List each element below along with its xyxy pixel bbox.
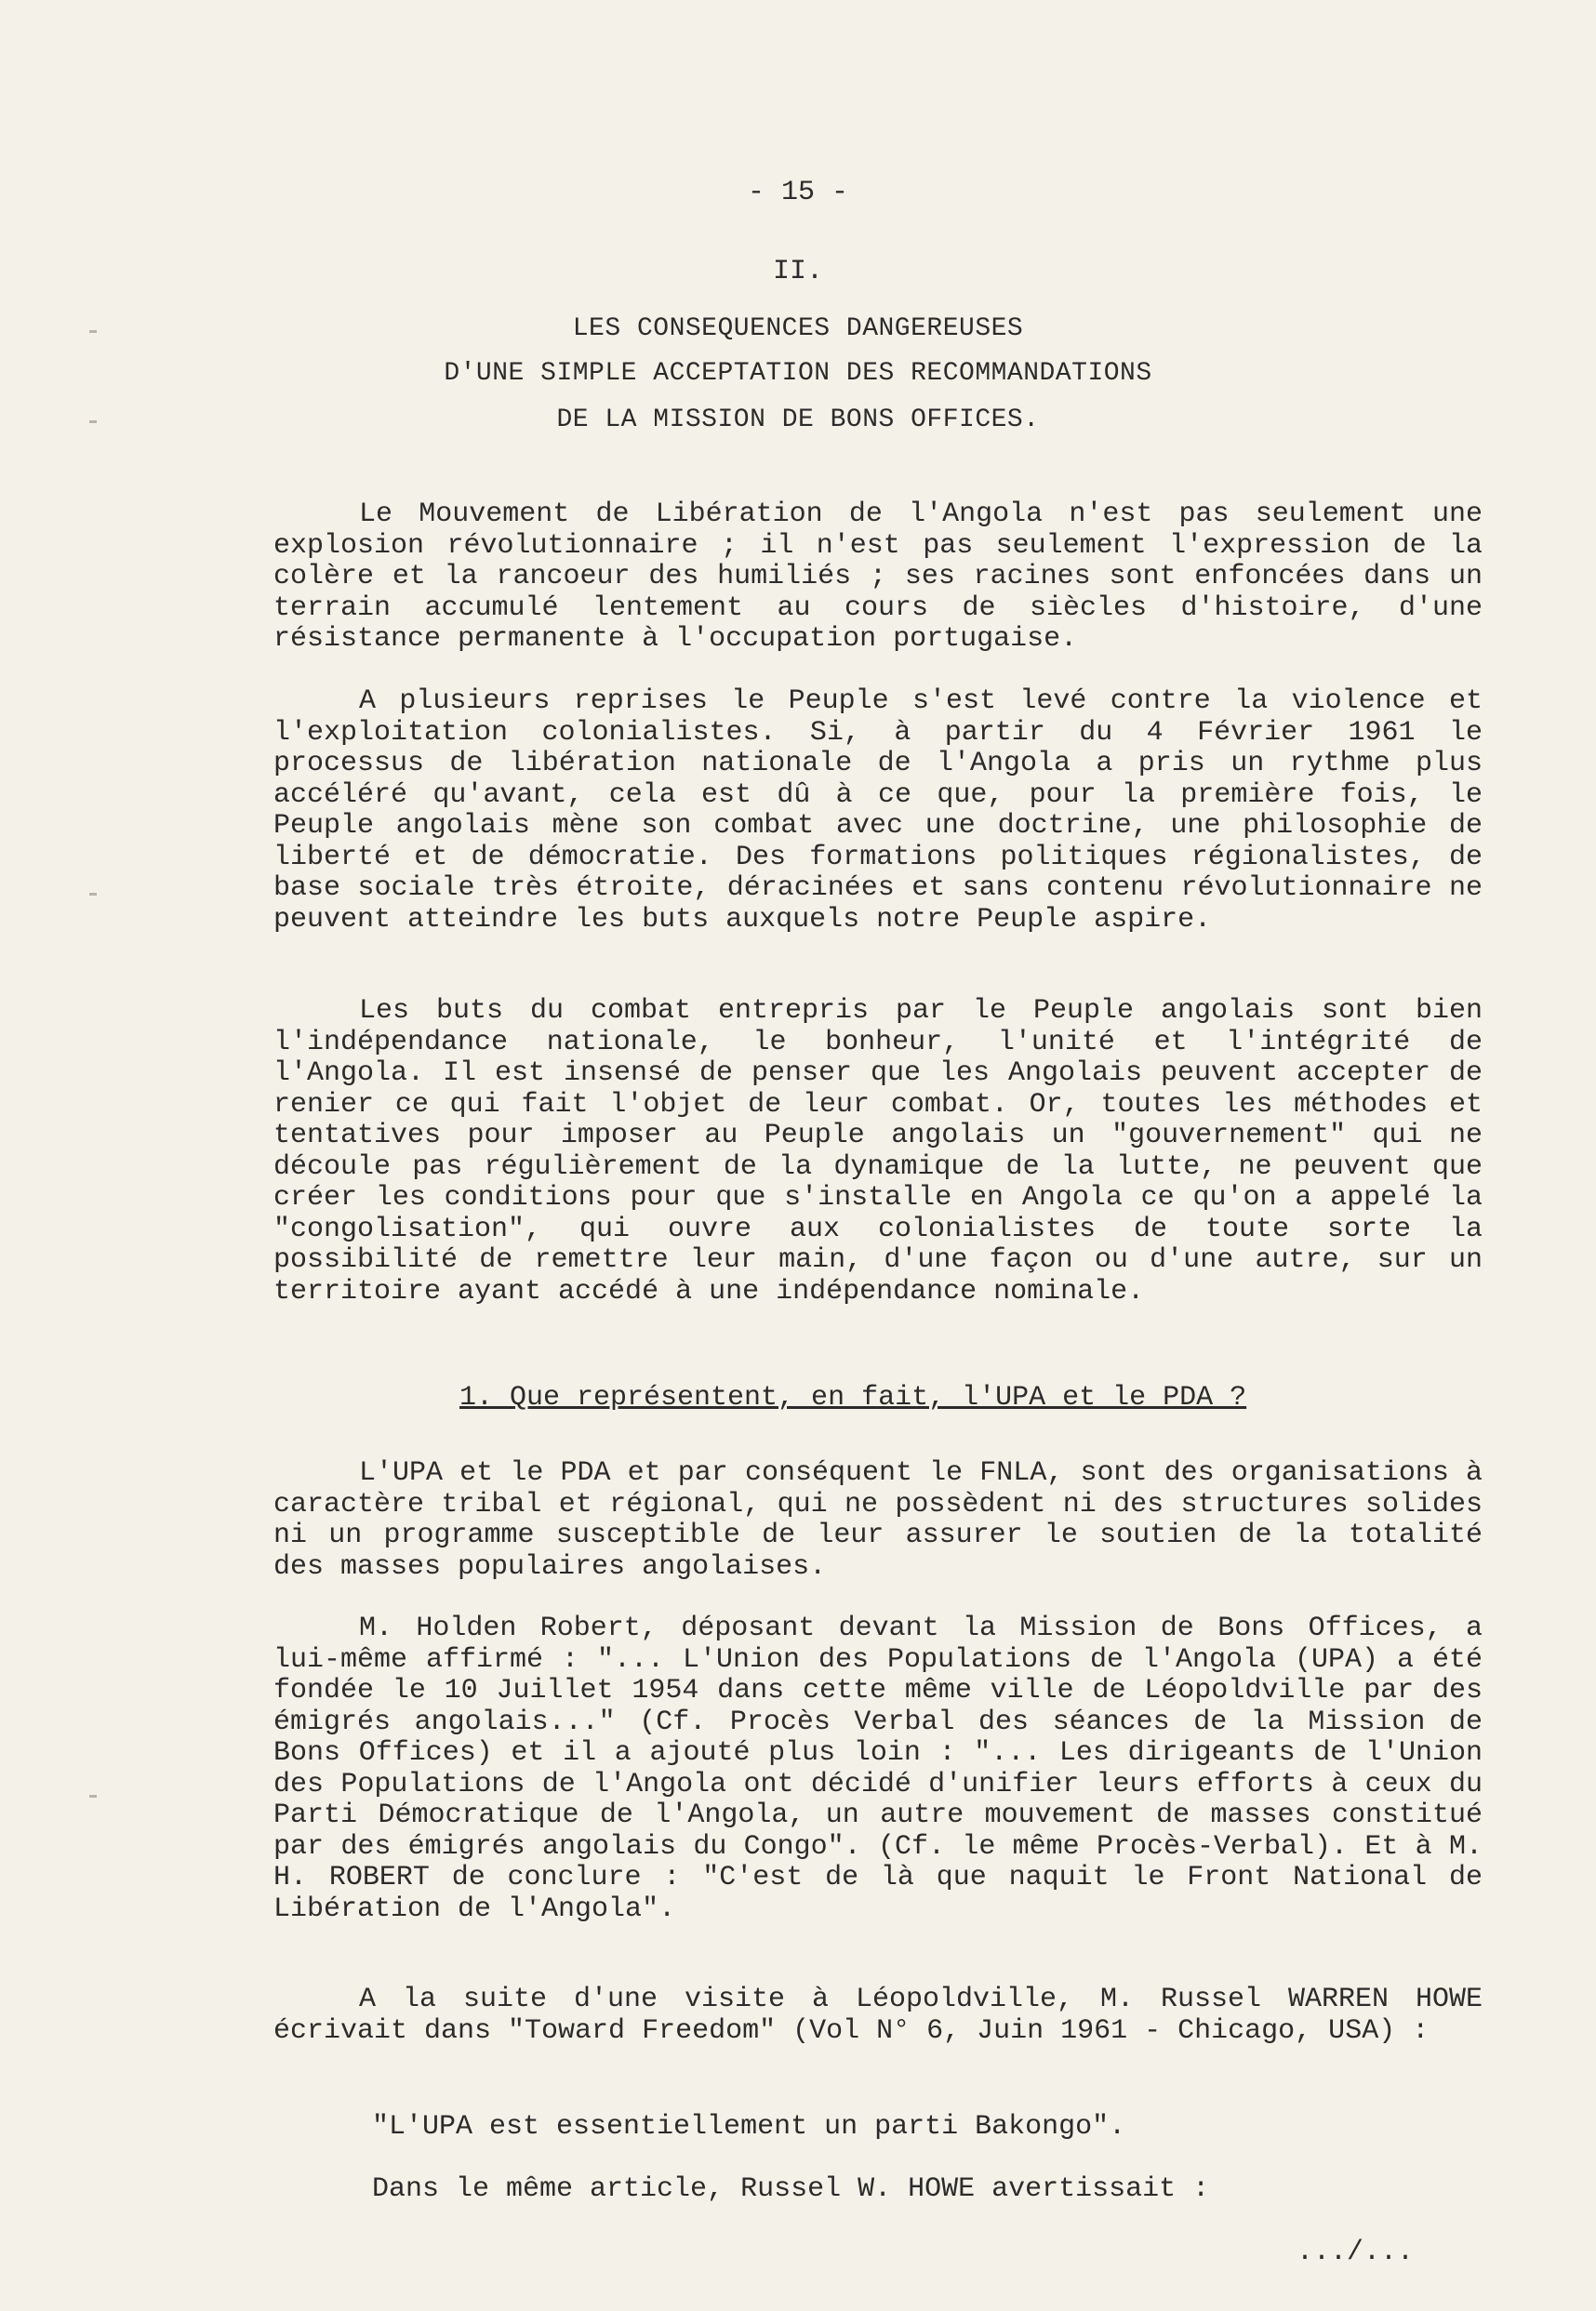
paragraph-2: A plusieurs reprises le Peuple s'est levé contre la violence et l'exploitation colonialistes. Si, à partir du 4 Février 1961 le processus de libération nationale de l'Angola a pris un rythme plus accéléré qu'avant, cela est dû à ce que, pour la première fois, le Peuple angolais mène son combat avec une doctrine, une philosophie de liberté et de démocratie. Des formations politiques régionalistes, de base sociale très étroite, déracinées et sans contenu révolutionnaire ne peuvent atteindre les buts auxquels notre Peuple aspire. xyxy=(273,685,1483,936)
quotation: "L'UPA est essentiellement un parti Bakongo". xyxy=(372,2111,1126,2143)
paragraph-3: Les buts du combat entrepris par le Peuple angolais sont bien l'indépendance nationale, le bonheur, l'unité et l'intégrité de l'Angola. Il est insensé de penser que les Angolais peuvent accepter de renier ce qui fait l'objet de leur combat. Or, toutes les méthodes et tentatives pour imposer au Peuple angolais un "gouvernement" qui ne découle pas régulièrement de la dynamique de la lutte, ne peuvent que créer les conditions pour que s'installe en Angola ce qu'on a appelé la "congolisation", qui ouvre aux colonialistes de toute sorte la possibilité de remettre leur main, d'une façon ou d'une autre, sur un territoire ayant accédé à une indépendance nominale. xyxy=(273,995,1483,1308)
section-heading-line-2: D'UNE SIMPLE ACCEPTATION DES RECOMMANDATIONS xyxy=(444,359,1152,388)
paragraph-4: L'UPA et le PDA et par conséquent le FNLA, sont des organisations à caractère tribal et régional, qui ne possèdent ni des structures solides ni un programme susceptible de leur assurer le soutien de la totalité des masses populaires angolaises. xyxy=(273,1457,1483,1583)
page-number: - 15 - xyxy=(747,177,849,208)
margin-mark xyxy=(89,893,97,896)
subheading: 1. Que représentent, en fait, l'UPA et le PDA ? xyxy=(459,1382,1247,1414)
section-heading-line-1: LES CONSEQUENCES DANGEREUSES xyxy=(572,314,1024,343)
paragraph-6: A la suite d'une visite à Léopoldville, M. Russel WARREN HOWE écrivait dans "Toward Freedom" (Vol N° 6, Juin 1961 - Chicago, USA) : xyxy=(273,1984,1483,2047)
margin-mark xyxy=(89,1795,97,1798)
paragraph-5: M. Holden Robert, déposant devant la Mission de Bons Offices, a lui-même affirmé : "... L'Union des Populations de l'Angola (UPA) a été fondée le 10 Juillet 1954 dans cette même ville de Léopoldville par des émigrés angolais..." (Cf. Procès Verbal des séances de la Mission de Bons Offices) et il a ajouté plus loin : "... Les dirigeants de l'Union des Populations de l'Angola ont décidé d'unifier leurs efforts à ceux du Parti Démocratique de l'Angola, un autre mouvement de masses constitué par des émigrés angolais du Congo". (Cf. le même Procès-Verbal). Et à M. H. ROBERT de conclure : "C'est de là que naquit le Front National de Libération de l'Angola". xyxy=(273,1613,1483,1925)
section-heading-line-3: DE LA MISSION DE BONS OFFICES. xyxy=(556,405,1040,434)
paragraph-1: Le Mouvement de Libération de l'Angola n'est pas seulement une explosion révolutionnaire ; il n'est pas seulement l'expression de la colère et la rancoeur des humiliés ; ses racines sont enfoncées dans un terrain accumulé lentement au cours de siècles d'histoire, d'une résistance permanente à l'occupation portugaise. xyxy=(273,498,1483,655)
continuation-mark: .../... xyxy=(1296,2237,1414,2268)
lead-in-line: Dans le même article, Russel W. HOWE avertissait : xyxy=(372,2173,1210,2205)
section-number: II. xyxy=(772,256,823,287)
